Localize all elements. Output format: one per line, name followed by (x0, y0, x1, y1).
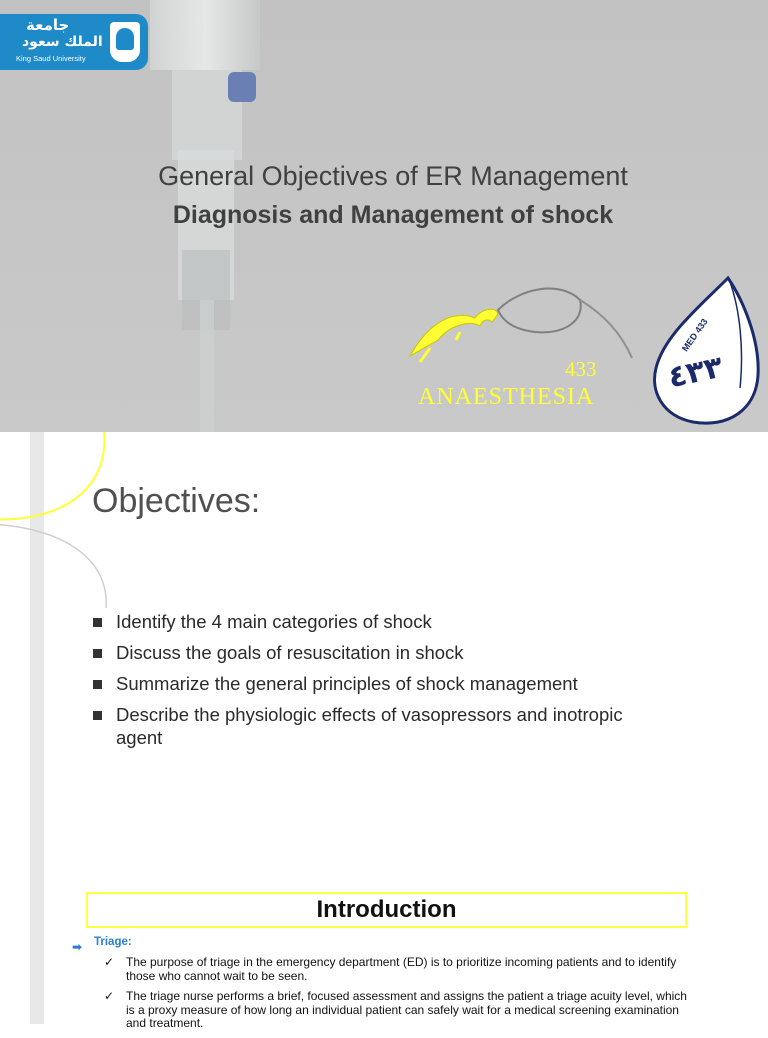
square-bullet-icon (93, 680, 102, 689)
triage-point-text: The purpose of triage in the emergency department (ED) is to prioritize incoming patients and to identify those who cannot wait to be seen. (126, 955, 677, 983)
anaesthesia-word: ANAESTHESIA (418, 384, 595, 410)
objectives-heading: Objectives: (92, 482, 261, 520)
objective-text: Discuss the goals of resuscitation in shock (116, 642, 464, 663)
triage-row (72, 936, 132, 955)
triage-label: Triage: (94, 936, 132, 948)
slide-title: General Objectives of ER Management (158, 161, 628, 191)
list-item (104, 990, 694, 1031)
palm-emblem-icon (110, 22, 140, 62)
triage-point-text: The triage nurse performs a brief, focused assessment and assigns the patient a triage acuity level, which is a proxy measure of how long an individual patient can safely wait for a medical screening examination and treatment. (126, 989, 687, 1030)
anaesthesia-number: 433 (565, 357, 597, 381)
left-accent-bar (30, 864, 44, 1024)
decorative-curves (0, 432, 140, 632)
list-item (104, 956, 694, 983)
list-item (92, 610, 692, 633)
checkmark-icon: ✓ (104, 955, 115, 969)
ksu-logo (0, 14, 148, 70)
introduction-heading-box (86, 892, 687, 928)
square-bullet-icon (93, 649, 102, 658)
objective-text: Describe the physiologic effects of vasopressors and inotropic agent (116, 704, 623, 748)
list-item (92, 672, 692, 695)
anaesthesia-logo-drawing (400, 280, 640, 390)
list-item (92, 641, 692, 664)
square-bullet-icon (93, 711, 102, 720)
arrow-bullet-icon: ➡ (72, 940, 83, 954)
logo-arabic-line2: الملك سعود (22, 34, 103, 50)
square-bullet-icon (93, 618, 102, 627)
introduction-heading: Introduction (316, 896, 457, 923)
logo-arabic-line1: جامعة (26, 16, 70, 34)
objectives-list (92, 610, 692, 757)
triage-points (104, 956, 694, 1038)
med-badge-arabic-number: ٤٣٣ (664, 349, 726, 396)
objective-text: Summarize the general principles of shock management (116, 673, 578, 694)
checkmark-icon: ✓ (104, 989, 115, 1003)
slide-subtitle: Diagnosis and Management of shock (172, 201, 614, 229)
objectives-slide (0, 432, 768, 864)
title-slide (0, 0, 768, 432)
objective-text: Identify the 4 main categories of shock (116, 611, 432, 632)
introduction-slide (0, 864, 768, 1030)
list-item (92, 703, 636, 749)
med-badge-label: MED 433 (679, 316, 710, 354)
logo-english-name: King Saud University (16, 54, 86, 63)
